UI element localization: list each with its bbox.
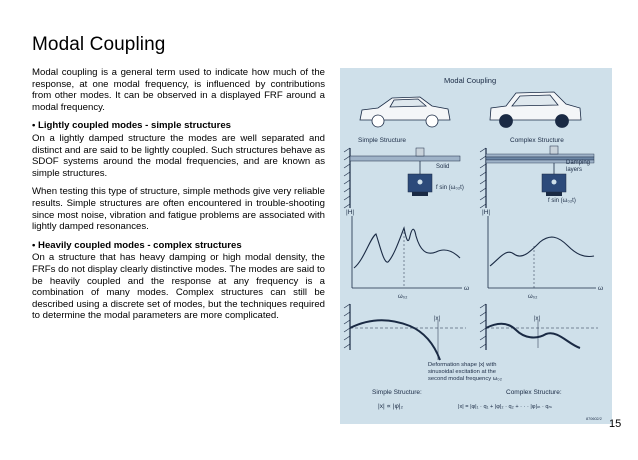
- section-heading-light: • Lightly coupled modes - simple structures: [32, 120, 232, 132]
- h-axis-left-label: |H|: [346, 209, 355, 216]
- complex-structure-label: Complex Structure: [510, 137, 564, 144]
- force-left-label: f sin (ω₀₂t): [436, 185, 464, 191]
- figure-svg: [340, 68, 612, 424]
- h-axis-right-label: |H|: [482, 209, 491, 216]
- damping-label-1: Damping: [566, 160, 591, 166]
- light-paragraph-1: On a lightly damped structure the modes are well separated and distinct and are said to be lightly coupled. Such structures behave as SDOF systems around the modal frequencies, and are known as simple structures.: [32, 132, 325, 179]
- deform-caption-3: second modal frequency ω₀₂: [428, 376, 502, 382]
- figure-code: 870602/2: [586, 417, 602, 421]
- modal-coupling-figure: [340, 68, 612, 424]
- deform-caption-1: Deformation shape |x| with: [428, 362, 497, 368]
- frf-right-plot: [488, 216, 596, 288]
- omega-left-label: ω: [464, 285, 470, 292]
- formula-simple: |x| ∝ |φ|₂: [378, 403, 403, 410]
- omega-right-label: ω: [598, 285, 604, 292]
- formula-complex: |x| = |φ|₁ · q₁ + |φ|₂ · q₂ + · · · |φ|ₘ · qₘ: [458, 404, 553, 410]
- section-heading-heavy: • Heavily coupled modes - complex structures: [32, 239, 242, 251]
- deformation-right: [480, 304, 598, 350]
- simple-beam-diagram: [344, 148, 460, 208]
- simple-structure-label: Simple Structure: [358, 137, 407, 144]
- damping-label-2: layers: [566, 167, 583, 173]
- frf-left-plot: [352, 216, 462, 288]
- heavy-paragraph-1: On a structure that has heavy damping or high modal density, the FRFs do not display clearly distinctive modes. The modes are said to be heavily coupled and the response at any frequency is a combination of many modes. Complex structures can still be described using a discrete set of modes, but the techniques required to determine the modal parameters are more complicated.: [32, 252, 325, 322]
- bottom-simple-label: Simple Structure:: [372, 389, 422, 396]
- intro-paragraph: Modal coupling is a general term used to indicate how much of the response, at one modal frequency, is influenced by contributions from other modes. It can be observed in a displayed FRF around a modal frequency.: [32, 67, 325, 113]
- x-right-label: |x|: [534, 316, 541, 322]
- deform-caption-2: sinusoidal excitation at the: [428, 369, 496, 375]
- page-title: Modal Coupling: [32, 34, 166, 55]
- car-right-icon: [490, 92, 581, 128]
- omega02-left-label: ω₀₂: [398, 294, 408, 300]
- complex-beam-diagram: [480, 146, 594, 208]
- deformation-left: [344, 304, 466, 360]
- page-number: 15: [609, 418, 622, 430]
- solid-label: Solid: [436, 164, 450, 170]
- force-right-label: f sin (ω₀₂t): [548, 198, 576, 204]
- body-text: [32, 67, 325, 329]
- bottom-complex-label: Complex Structure:: [506, 389, 562, 396]
- light-paragraph-2: When testing this type of structure, simple methods give very reliable results. Simple structures are often encountered in trouble-shooting since most noise, vibration and fatigue problems are associated with lightly damped resonances.: [32, 186, 325, 233]
- figure-title: Modal Coupling: [444, 76, 497, 85]
- car-left-icon: [360, 97, 450, 127]
- x-left-label: |x|: [434, 316, 441, 322]
- omega02-right-label: ω₀₂: [528, 294, 538, 300]
